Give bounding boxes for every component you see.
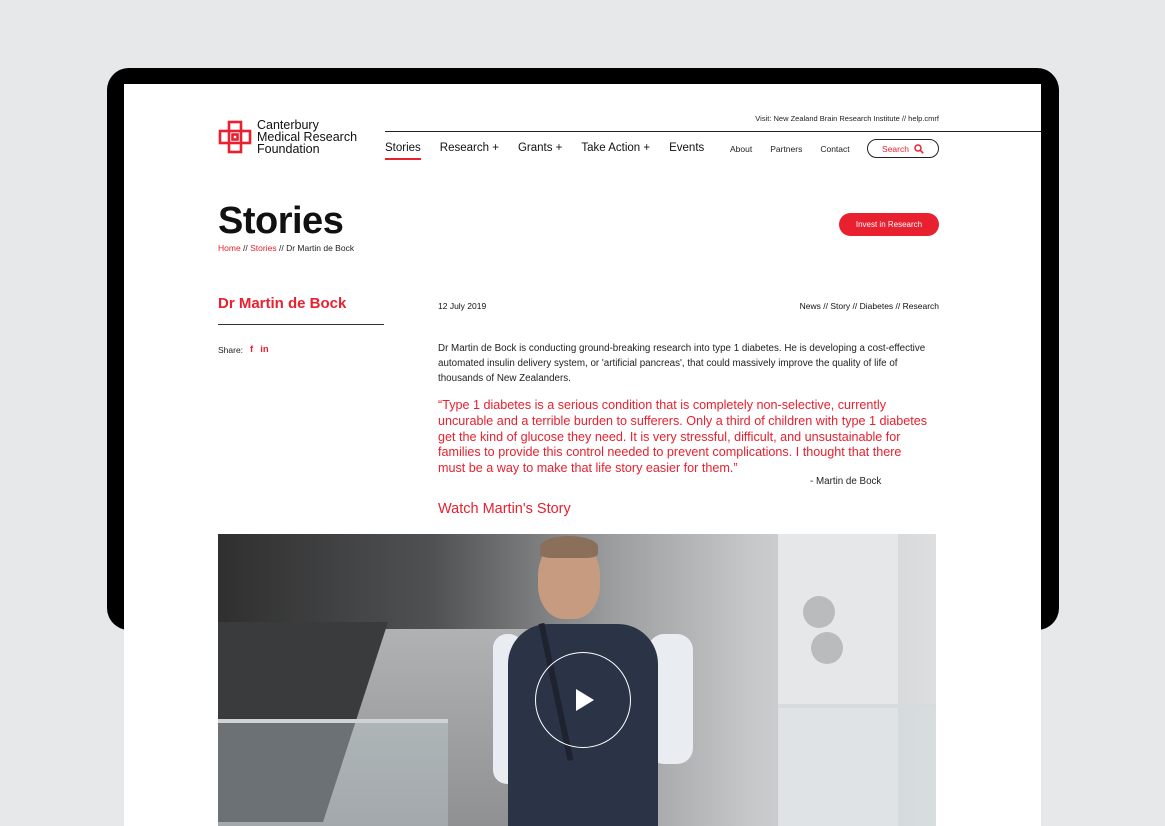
video-wall-hole xyxy=(811,632,843,664)
article-person-name: Dr Martin de Bock xyxy=(218,295,347,312)
nav-about[interactable]: About xyxy=(730,144,753,154)
video-wall-hole xyxy=(803,596,835,628)
breadcrumb-home[interactable]: Home xyxy=(218,243,241,253)
share-bar xyxy=(218,344,269,355)
logo-wordmark xyxy=(257,119,357,155)
breadcrumb-separator: // xyxy=(240,243,251,253)
breadcrumb xyxy=(218,243,354,253)
nav-take-action[interactable]: Take Action + xyxy=(581,142,651,154)
breadcrumb-stories[interactable]: Stories xyxy=(250,243,277,253)
invest-button[interactable]: Invest in Research xyxy=(839,213,939,236)
cross-logo-icon xyxy=(218,120,252,154)
search-icon xyxy=(914,144,924,154)
play-button[interactable] xyxy=(535,652,631,748)
nav-contact[interactable]: Contact xyxy=(820,144,850,154)
secondary-nav xyxy=(730,144,868,154)
header-divider xyxy=(385,131,1041,132)
search-label: Search xyxy=(882,143,909,154)
play-icon xyxy=(576,689,594,711)
article-tags[interactable]: News // Story // Diabetes // Research xyxy=(799,301,939,311)
logo-line-1: Canterbury xyxy=(257,118,319,132)
article-body: Dr Martin de Bock is conducting ground-breaking research into type 1 diabetes. He is developing a cost-effective automated insulin delivery system, or 'artificial pancreas', that could massively improve the quality of life of thousands of New Zealanders. xyxy=(438,343,926,384)
article-quote: “Type 1 diabetes is a serious condition that is completely non-selective, currently uncurable and a terrible burden to sufferers. Only a third of children with type 1 diabetes get the kind of glucose they need. It is very stressful, difficult, and unsustainable for families to provide this control needed to prevent complications. I thought that there must be a way to make that life story easier for them.” xyxy=(438,398,928,476)
facebook-icon[interactable]: f xyxy=(250,344,254,355)
video-player[interactable] xyxy=(218,534,936,826)
video-glass-rail xyxy=(218,719,448,826)
nav-partners[interactable]: Partners xyxy=(770,144,803,154)
main-nav xyxy=(385,142,723,160)
nav-grants[interactable]: Grants + xyxy=(517,142,563,154)
nav-stories[interactable]: Stories xyxy=(385,142,421,160)
search-button[interactable] xyxy=(867,139,939,158)
browser-screen xyxy=(124,84,1041,826)
name-divider xyxy=(218,324,384,325)
watch-story-heading: Watch Martin's Story xyxy=(438,501,571,517)
article-date: 12 July 2019 xyxy=(438,301,487,311)
logo-line-3: Foundation xyxy=(257,142,320,156)
utility-links[interactable]: Visit: New Zealand Brain Research Institute // help.cmrf xyxy=(755,114,939,123)
nav-events[interactable]: Events xyxy=(669,142,705,154)
page-title: Stories xyxy=(218,200,344,242)
share-label: Share: xyxy=(218,344,244,355)
site-logo[interactable] xyxy=(218,119,357,155)
video-person-hair xyxy=(540,536,598,558)
nav-research[interactable]: Research + xyxy=(439,142,499,154)
breadcrumb-current: Dr Martin de Bock xyxy=(286,243,355,253)
linkedin-icon[interactable]: in xyxy=(260,344,269,355)
video-glass-rail xyxy=(778,704,936,826)
logo-line-2: Medical Research xyxy=(257,130,358,144)
quote-attribution: - Martin de Bock xyxy=(810,476,882,487)
breadcrumb-separator: // xyxy=(276,243,287,253)
